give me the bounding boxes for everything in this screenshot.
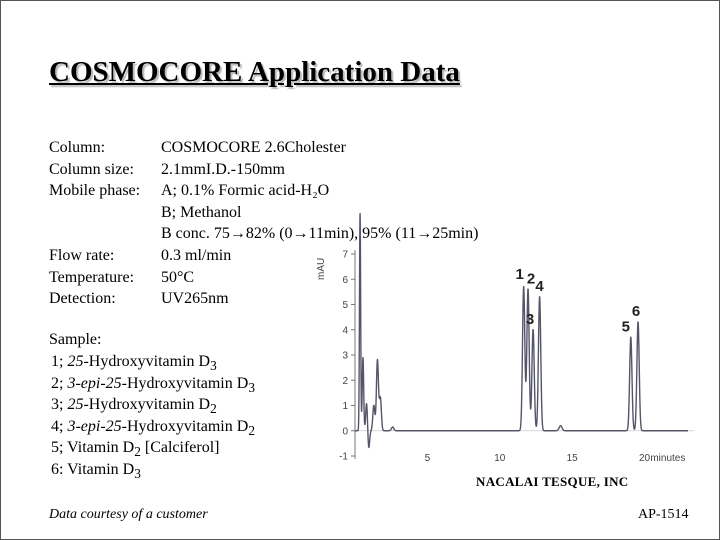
condition-value: COSMOCORE 2.6Cholester [161, 139, 346, 156]
sample-name: -Hydroxyvitamin D [121, 417, 249, 435]
condition-label: Column size: [49, 160, 134, 178]
y-tick-label: 1 [342, 401, 348, 412]
sample-number: 6: [51, 461, 68, 478]
x-tick-label: 5 [424, 453, 431, 464]
peak-label: 3 [525, 310, 535, 328]
peak-point [637, 321, 639, 323]
peak-point [630, 337, 632, 339]
sample-tail: [Calciferol] [140, 439, 220, 457]
sample-item [51, 396, 217, 417]
sample-epi: 3-epi- [67, 374, 106, 392]
document-code: AP-1514 [638, 507, 689, 522]
sample-number: 4; [51, 417, 68, 435]
chromatogram-trace [355, 214, 688, 448]
x-tick-label: 20 [639, 453, 651, 464]
sample-heading: Sample: [49, 331, 102, 348]
sample-subscript: 2 [134, 444, 141, 460]
x-axis-label: minutes [650, 453, 686, 464]
sample-item [51, 439, 219, 460]
sample-prefix: 25 [67, 353, 84, 370]
peak-point [532, 329, 534, 331]
condition-label: Column: [49, 139, 106, 156]
sample-epi: 3-epi- [67, 417, 106, 435]
y-tick-label: 5 [342, 300, 348, 311]
x-tick-label: 15 [566, 453, 578, 464]
condition-value: B; Methanol [161, 203, 242, 221]
sample-subscript: 2 [248, 422, 255, 438]
chromatogram-chart [318, 244, 710, 474]
sample-subscript: 2 [210, 401, 217, 417]
peak-label: 6 [631, 303, 641, 321]
condition-value: A; 0.1% Formic acid-H₂O [161, 182, 330, 200]
company-name: NACALAI TESQUE, INC [476, 474, 629, 489]
data-credit: Data courtesy of a customer [49, 507, 208, 522]
sample-number: 3; [51, 396, 68, 414]
sample-name: Vitamin D [67, 461, 135, 478]
sample-number: 1; [51, 353, 68, 370]
condition-label: Temperature: [49, 268, 135, 286]
sample-prefix: 25 [105, 417, 122, 435]
condition-label: Detection: [49, 290, 116, 308]
y-tick-label: 4 [342, 325, 348, 337]
condition-value: 0.3 ml/min [161, 247, 232, 264]
sample-number: 5; [51, 439, 68, 457]
y-tick-label: 2 [342, 375, 348, 387]
sample-item [51, 353, 217, 374]
peak-point [539, 296, 541, 298]
sample-name: -Hydroxyvitamin D [83, 396, 211, 414]
sample-item [51, 375, 255, 396]
sample-prefix: 25 [105, 374, 122, 392]
page-title: COSMOCORE Application Data [49, 56, 460, 88]
condition-label: Flow rate: [49, 247, 115, 264]
peak-label: 4 [535, 277, 544, 295]
condition-value: UV265nm [161, 290, 229, 308]
x-tick-label: 10 [494, 453, 506, 464]
peak-label: 1 [515, 265, 524, 283]
sample-subscript: 3 [248, 379, 255, 395]
peak-label: 5 [621, 318, 630, 336]
y-tick-label: 3 [342, 350, 348, 362]
sample-name: Vitamin D [67, 439, 135, 457]
y-tick-label: 7 [342, 249, 348, 261]
condition-label: Mobile phase: [49, 182, 141, 200]
sample-subscript: 3 [210, 358, 217, 374]
peak-label: 2 [526, 270, 536, 288]
sample-item [51, 461, 141, 482]
condition-value: 50°C [161, 268, 195, 286]
y-tick-label: 0 [342, 426, 348, 438]
sample-name: -Hydroxyvitamin D [83, 353, 211, 370]
sample-prefix: 25 [67, 396, 84, 414]
sample-item [51, 418, 255, 439]
condition-value: 2.1mmI.D.-150mm [161, 160, 285, 178]
y-axis-label: mAU [316, 257, 327, 280]
y-tick-label: 6 [342, 274, 348, 286]
sample-subscript: 3 [134, 466, 141, 482]
condition-value: B conc. 75→82% (0→11min), 95% (11→25min) [161, 225, 479, 243]
sample-number: 2; [51, 374, 68, 392]
y-tick-label: -1 [339, 451, 348, 463]
peak-point [523, 286, 525, 288]
sample-name: -Hydroxyvitamin D [121, 374, 249, 392]
peak-point [527, 289, 529, 291]
